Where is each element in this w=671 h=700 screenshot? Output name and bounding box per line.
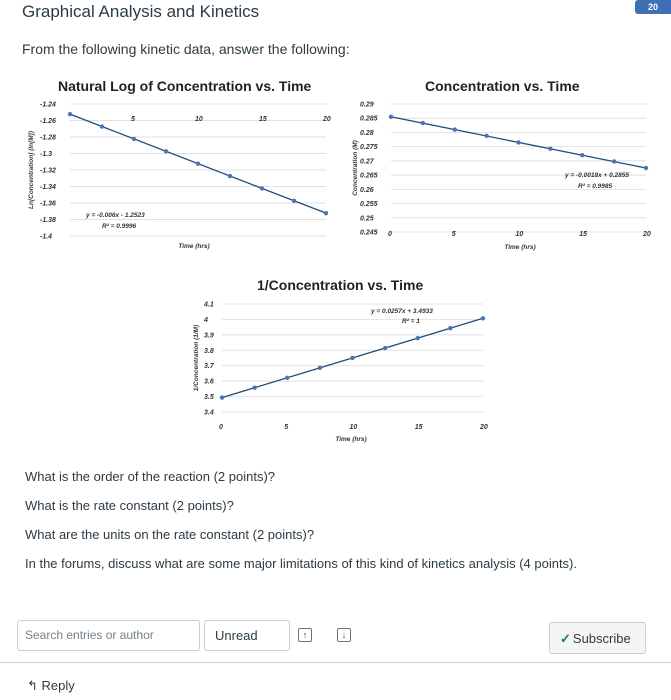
check-icon: ✓ [560,631,571,646]
data-point [644,166,648,170]
data-point [318,366,322,370]
y-tick-label: 0.285 [360,115,378,123]
y-tick-label: 0.275 [360,144,378,152]
x-tick-label: 15 [579,231,588,238]
reply-label: Reply [41,678,75,693]
data-point [228,174,232,178]
y-tick-label: 0.245 [360,229,378,237]
data-point [481,316,485,320]
data-point [285,376,289,380]
y-tick-label: 0.27 [360,158,374,166]
question-limitations: In the forums, discuss what are some major limitations of this kind of kinetics analysis (4 points). [25,556,577,571]
y-tick-label: -1.26 [40,118,56,125]
x-tick-label: 15 [414,424,423,431]
y-axis-label: Ln[Concentration] (ln[M]) [28,131,35,209]
y-tick-label: 3.6 [204,378,214,386]
subscribe-button[interactable] [549,622,646,654]
chart-title-concentration: Concentration vs. Time [425,78,580,94]
y-tick-label: 0.28 [360,129,374,137]
y-tick-label: -1.28 [40,134,56,142]
data-point [389,115,393,119]
y-tick-label: 4 [204,316,208,324]
data-point [196,161,200,165]
data-point [68,112,72,116]
data-point [260,186,264,190]
x-tick-label: 20 [323,116,331,123]
trendline-equation: y = 0.0257x + 3.4933 [371,308,433,315]
question-rate-constant: What is the rate constant (2 points)? [25,498,234,513]
trendline-equation: y = -0.006x - 1.2523 [86,212,145,219]
y-tick-label: 3.5 [204,394,214,402]
reply-button[interactable] [27,678,75,694]
x-axis-label: Time (hrs) [335,436,367,443]
trendline-r2: R² = 1 [402,318,420,325]
data-point [548,146,552,150]
chart-title-ln: Natural Log of Concentration vs. Time [58,78,312,94]
y-tick-label: -1.4 [40,233,53,241]
intro-text: From the following kinetic data, answer the following: [22,41,350,57]
y-tick-label: -1.32 [40,167,56,175]
x-tick-label: 5 [451,231,456,238]
y-tick-label: 3.8 [204,347,214,355]
data-point [164,149,168,153]
y-tick-label: 0.265 [360,172,378,180]
x-tick-label: 5 [284,424,289,431]
page-title: Graphical Analysis and Kinetics [22,2,260,21]
data-point [416,336,420,340]
data-point [453,127,457,131]
filter-select[interactable]: Unread [204,620,290,651]
data-point [612,159,616,163]
x-tick-label: 0 [388,231,392,238]
x-tick-label: 10 [195,116,203,123]
y-tick-label: 3.7 [204,363,214,371]
x-axis-label: Time (hrs) [504,244,536,251]
data-point [448,326,452,330]
x-tick-label: 15 [259,116,267,123]
x-tick-label: 10 [349,424,358,431]
questions-list [25,462,577,578]
trendline-r2: R² = 0.9985 [578,183,613,190]
data-point [292,199,296,203]
y-tick-label: -1.24 [40,101,56,109]
question-order: What is the order of the reaction (2 points)? [25,469,276,484]
x-tick-label: 0 [219,424,223,431]
chart-title-inverse: 1/Concentration vs. Time [257,277,424,293]
data-point [252,385,256,389]
data-point [484,134,488,138]
expand-down-icon[interactable]: ↓ [337,628,351,642]
y-tick-label: 0.26 [360,186,374,194]
x-axis-label: Time (hrs) [178,243,210,250]
reply-icon: ↰ [27,678,42,693]
subscribe-label: Subscribe [572,631,631,646]
y-axis-label: 1/Concentration (1/M) [193,324,200,392]
data-point [324,211,328,215]
data-point [383,346,387,350]
y-tick-label: -1.3 [40,151,53,158]
trendline-equation: y = -0.0018x + 0.2855 [565,172,629,179]
data-point [421,121,425,125]
data-point [132,137,136,141]
question-units: What are the units on the rate constant (2 points)? [25,527,315,542]
trendline-r2: R² = 0.9996 [102,223,137,230]
y-tick-label: -1.36 [40,200,56,208]
y-tick-label: 0.255 [360,201,378,209]
data-point [350,356,354,360]
y-tick-label: -1.34 [40,184,56,191]
y-tick-label: 4.1 [204,301,214,309]
y-axis-label: Concentration (M) [352,140,359,196]
y-tick-label: 0.29 [360,101,374,109]
divider [0,662,671,663]
x-tick-label: 20 [480,424,488,431]
x-tick-label: 20 [643,231,651,238]
collapse-up-icon[interactable]: ↑ [298,628,312,642]
y-tick-label: -1.38 [40,217,56,224]
page-number-badge: 20 [635,0,671,14]
data-point [516,140,520,144]
y-tick-label: 3.9 [204,332,214,340]
x-tick-label: 10 [515,231,524,238]
data-point [580,153,584,157]
search-input[interactable]: Search entries or author [17,620,200,651]
x-tick-label: 5 [131,116,135,123]
data-point [220,395,224,399]
y-tick-label: 0.25 [360,215,374,223]
data-point [100,124,104,128]
y-tick-label: 3.4 [204,409,214,417]
